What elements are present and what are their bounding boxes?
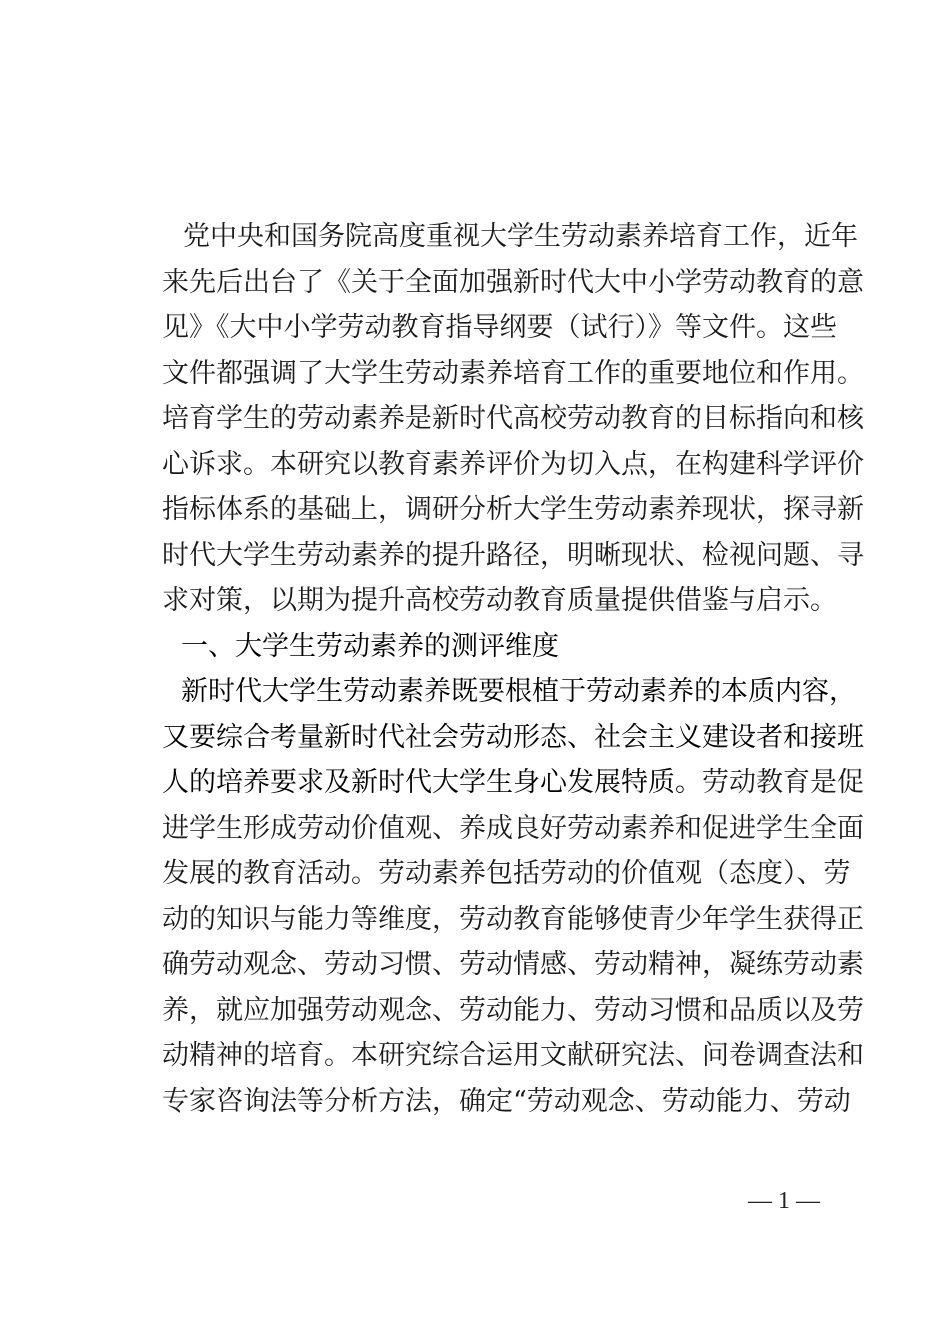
body-text: 确劳动观念、劳动习惯、劳动情感、劳动精神，凝练劳动素 [162, 949, 864, 980]
paragraph-line: 时代大学生劳动素养的提升路径，明晰现状、检视问题、寻 [162, 539, 864, 571]
emphasis-text: 人的培养要求及新时代大学生身心发展特质。 [162, 767, 702, 798]
body-text: 动精神的培育。本研究综合运用文献研究法、问卷调查法和 [162, 1040, 864, 1071]
paragraph-line [162, 760, 864, 806]
paragraph-line: 心诉求。本研究以教育素养评价为切入点，在构建科学评价 [162, 448, 864, 480]
paragraph-line: 文件都强调了大学生劳动素养培育工作的重要地位和作用。 [162, 357, 864, 389]
paragraph-line [162, 1033, 864, 1079]
paragraph-line [162, 669, 856, 715]
body-text: 劳动教育是促 [702, 767, 864, 798]
page-body [162, 214, 864, 1124]
emphasis-text: 新时代大学生劳动素养既要根植于劳动素养的本质内容， [181, 676, 856, 707]
paragraph-line: 求对策，以期为提升高校劳动教育质量提供借鉴与启示。 [162, 585, 837, 616]
paragraph-line: 培育学生的劳动素养是新时代高校劳动教育的目标指向和核 [162, 403, 864, 434]
body-text: 发展的教育活动。劳动素养包括劳动的价值观（态度）、劳 [162, 858, 851, 889]
paragraph-line [162, 988, 864, 1034]
paragraph-line: 指标体系的基础上，调研分析大学生劳动素养现状，探寻新 [162, 494, 864, 525]
page-number: — 1 — [748, 1188, 820, 1214]
section-heading: 一、大学生劳动素养的测评维度 [181, 630, 559, 662]
paragraph-line: 来先后出台了《关于全面加强新时代大中小学劳动教育的意 [162, 266, 864, 298]
emphasis-text: 又要综合考量新时代社会劳动形态、社会主义建设者和接班 [162, 721, 864, 753]
paragraph-line [162, 715, 864, 761]
paragraph-line [162, 897, 864, 943]
paragraph-line [162, 851, 851, 897]
body-text: 进学生形成劳动价值观、养成良好劳动素养和促进学生全面 [162, 812, 864, 844]
paragraph-line [162, 1079, 851, 1125]
paragraph-line: 见》《大中小学劳动教育指导纲要（试行）》等文件。这些 [162, 312, 837, 343]
paragraph-line: 党中央和国务院高度重视大学生劳动素养培育工作，近年 [183, 221, 858, 252]
paragraph-line [162, 806, 864, 852]
body-text: 专家咨询法等分析方法，确定“劳动观念、劳动能力、劳动 [162, 1085, 851, 1117]
body-text: 养，就应加强劳动观念、劳动能力、劳动习惯和品质以及劳 [162, 994, 864, 1026]
paragraph-line [162, 942, 864, 988]
body-text: 动的知识与能力等维度，劳动教育能够使青少年学生获得正 [162, 903, 864, 935]
